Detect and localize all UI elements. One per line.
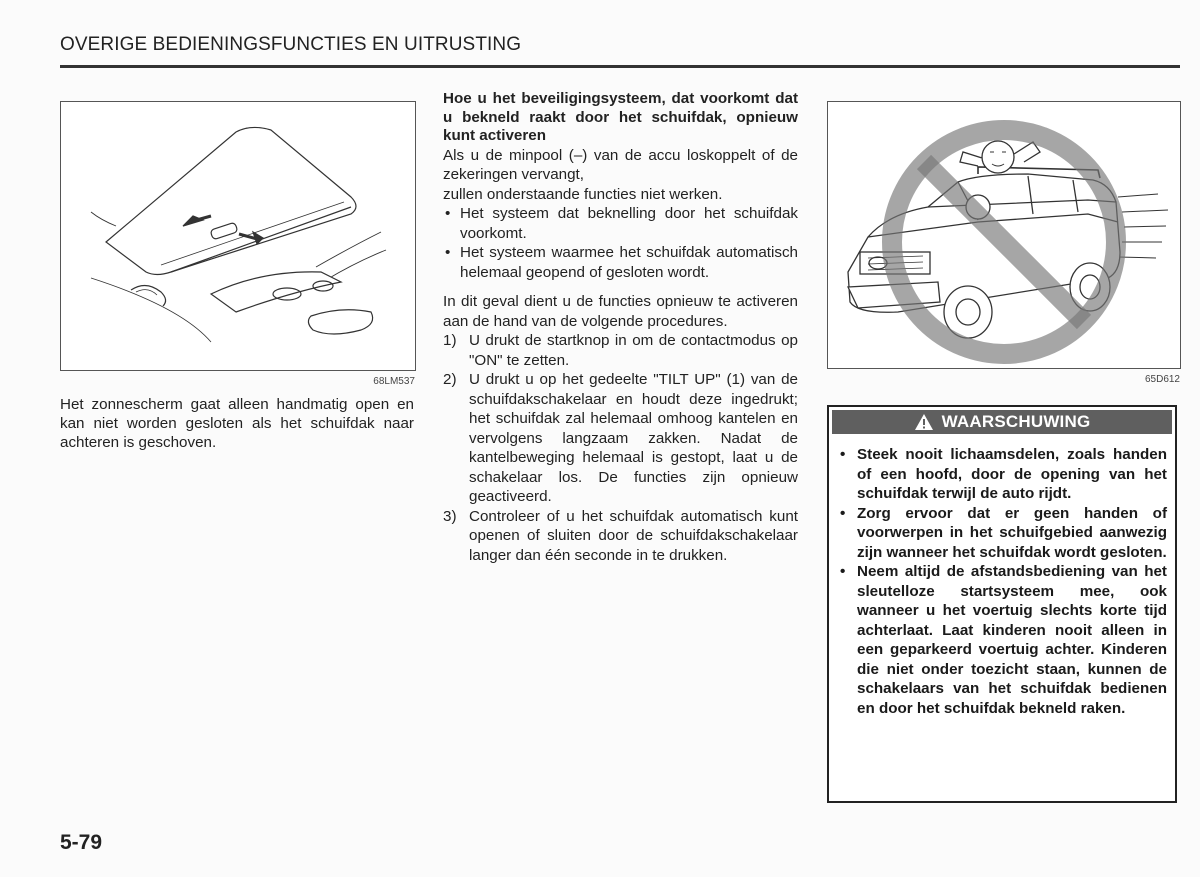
page-header-title: OVERIGE BEDIENINGSFUNCTIES EN UITRUSTING	[60, 34, 522, 55]
header-divider	[60, 65, 1180, 68]
step-text: U drukt de startknop in om de contactmodus op "ON" te zetten.	[469, 332, 798, 369]
step-number: 1)	[443, 332, 457, 349]
warning-title: WAARSCHUWING	[941, 412, 1091, 431]
list-item: • Het systeem dat beknelling door het schuifdak voorkomt.	[443, 204, 798, 243]
figure-code: 68LM537	[373, 376, 415, 387]
step-text: Controleer of u het schuifdak automatisch kunt openen of sluiten door de schuifdakschakelaar langer dan één seconde in te drukken.	[469, 507, 798, 564]
section-heading: Hoe u het beveiligingsysteem, dat voorkomt dat u bekneld raakt door het schuifdak, opnieuw kunt activeren	[443, 90, 798, 144]
warning-box	[827, 405, 1177, 803]
page-number: 5-79	[60, 831, 103, 854]
warning-item: • Zorg ervoor dat er geen handen of voorwerpen in het schuifgebied aanwezig zijn wanneer het schuifdak wordt gesloten.	[837, 504, 1167, 563]
warning-header	[832, 410, 1172, 434]
procedure-intro: In dit geval dient u de functies opnieuw te activeren aan de hand van de volgende procedures.	[443, 293, 798, 330]
figure-code: 65D612	[1144, 374, 1180, 385]
step-1	[443, 331, 798, 370]
warning-item: • Steek nooit lichaamsdelen, zoals handen of een hoofd, door de opening van het schuifdak terwijl de auto rijdt.	[837, 445, 1167, 504]
list-item: • Het systeem waarmee het schuifdak automatisch helemaal geopend of gesloten wordt.	[443, 243, 798, 282]
prohibition-car-illustration	[827, 101, 1181, 385]
intro-text-2: zullen onderstaande functies niet werken.	[443, 185, 723, 203]
step-3	[443, 507, 798, 566]
warning-triangle-icon	[914, 413, 934, 431]
warning-item: • Neem altijd de afstandsbediening van het sleutelloze startsysteem mee, ook wanneer u het voertuig slechts korte tijd achterlaat. Laat kinderen nooit alleen in een geparkeerd voertuig achter. Kinderen die niet onder toezicht staan, kunnen de schakelaars van het schuifdak bedienen en door het schuifdak bekneld raken.	[837, 562, 1167, 718]
reactivation-section	[443, 90, 798, 565]
sunroof-interior-illustration	[60, 101, 416, 387]
sunshade-caption: Het zonnescherm gaat alleen handmatig open en kan niet worden gesloten als het schuifdak naar achteren is geschoven.	[60, 396, 414, 451]
step-text: U drukt u op het gedeelte "TILT UP" (1) van de schuifdakschakelaar en houdt deze ingedrukt; het schuifdak zal helemaal omhoog kantelen en vervolgens langzaam zakken. Nadat de kantelbeweging helemaal is gestopt, laat u de schakelaar los. De functies zijn opnieuw geactiveerd.	[469, 371, 798, 505]
step-number: 3)	[443, 507, 457, 525]
step-2	[443, 370, 798, 507]
intro-text: Als u de minpool (–) van de accu loskoppelt of de zekeringen vervangt,	[443, 146, 798, 183]
step-number: 2)	[443, 371, 457, 388]
